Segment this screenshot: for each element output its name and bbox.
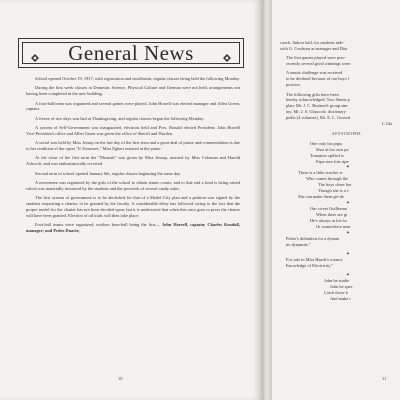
text-line: practice. <box>286 82 301 88</box>
poem-line: Or somewhere near <box>316 223 351 229</box>
right-page <box>272 0 400 400</box>
text-line: L.Gla <box>382 121 393 127</box>
page-number-left: 10 <box>118 376 123 381</box>
paragraph <box>280 40 400 52</box>
text-line: The following gifts have been <box>286 91 339 97</box>
paragraph <box>280 257 400 269</box>
paragraph: School opened October 19, 1917, with registration and enrollment, regular classes being held the following Monday. <box>35 76 240 81</box>
paragraph: A social was held by Miss Jessup on the last day of the first term and a great deal of praise and commendation is due to her rendition of the opera "It Treasures." Miss Egbert assisted at the piano. <box>26 140 240 152</box>
text-line: For sale in Miss Haack's roomw <box>286 256 343 262</box>
poem-line: When there are gi <box>316 211 348 217</box>
star-divider-icon: ✦ <box>346 164 350 170</box>
text-line: ary, Mr. J. S. Glascock: dictionary <box>286 109 346 115</box>
book-gutter <box>262 0 272 400</box>
poem-line: The boys cheer her <box>318 182 352 188</box>
poem-line: Shot at his own pa <box>316 146 349 152</box>
text-line: Pedro's definition for a dynam <box>286 235 340 241</box>
paragraph <box>280 55 400 67</box>
right-text-column <box>280 40 400 302</box>
paragraph: During the first week classes in Domestic Science, Physical Culture and German were not held, arrangements not having been completed in the new building. <box>26 85 240 97</box>
fleuron-left-icon <box>30 53 40 63</box>
poem-line: Our sweet Guillermo <box>310 206 348 212</box>
poem-line: Who comes through the <box>306 176 349 182</box>
poem-line: Though she is a v <box>318 188 349 194</box>
paragraph-bold-text: John Horrell, captain; Charles Kendall, manager; and Pedro Duarte, <box>26 222 241 234</box>
paragraph: A movement was organized by the girls of the school to obtain tennis courts, and to that end a fund is being raised which was materially increased by the students and the proceeds of several candy sales. <box>26 179 240 191</box>
star-divider-icon: ✦ <box>346 272 350 278</box>
paragraph: The first system of government is to be abolished for that of a Model City plan and a petition was signed by the students requesting a charter, to be granted by the faculty. A considerable delay has followed owing to the fact that the proper model for the charter has not been decided upon, but it is understood that when this once goes to press the charter will have been granted. Election of officials will then take place. <box>26 195 240 218</box>
poem-line: She can make them get de <box>298 194 344 200</box>
paragraph: A system of Self-Government was inaugurated, elections held and Pres. Ronald elected President; John Horrell Vice-President's office and Allen Green was given the office of Sheriff and Warden. <box>26 125 240 136</box>
text-line: A tennis challenge was received <box>286 70 343 76</box>
text-line: recently several good winnings were <box>286 61 351 67</box>
paragraph: Second term of school opened January 6th, regular classes beginning the same day. <box>35 170 182 176</box>
masthead-inner-frame <box>22 42 240 64</box>
text-line: no dynamite." <box>286 241 311 247</box>
paragraph-text: Foot-ball teams were organized; outdoor base-ball being the first— <box>35 222 161 228</box>
paragraph: At the close of the first term the "Messiah" was given by Miss Jessup, assisted by Miss Coleman and Harold Ashcroft, and was enthusiastically received. <box>26 155 240 167</box>
poem-line: Papa now hits ripe <box>316 158 349 164</box>
text-line: with G. Coulston as manager and Dita <box>280 45 348 51</box>
poem-line: One only his papa <box>310 140 342 146</box>
left-text-column <box>26 76 240 237</box>
page-number-right: 11 <box>382 376 387 381</box>
poem-stanza <box>280 206 400 230</box>
text-line: coach. Indoor ball, for students indi- <box>280 40 345 45</box>
poem-heading: APOSTROPHE <box>332 131 362 136</box>
page-title: General News <box>68 40 194 65</box>
poem-stanza <box>280 141 400 165</box>
poem-stanza <box>280 278 400 302</box>
fleuron-right-icon <box>222 53 232 63</box>
poem-stanza <box>280 170 400 200</box>
paragraph <box>26 222 240 234</box>
text-line: to be declined because of our boys l <box>286 76 350 82</box>
star-divider-icon: ✦ <box>346 250 350 256</box>
paragraph: A freeze of two days was had at Thanksgiving, and regular classes began the following Monday. <box>35 115 205 121</box>
poem-line: And make t <box>330 295 351 301</box>
poem-line: Tomatoes spilled w <box>310 152 345 158</box>
text-line: pedia (4 volumes), Mr. E. L. Gossett <box>286 115 351 121</box>
paragraph <box>280 70 400 88</box>
poem-line: John he spea <box>330 283 353 289</box>
text-line: Knowledge of Electricity." <box>286 262 333 268</box>
star-divider-icon: ✦ <box>346 200 350 206</box>
poem-line: John he studie <box>324 278 350 284</box>
poem-line: He's always at his bo <box>310 217 347 223</box>
star-divider-icon: ✦ <box>346 229 350 235</box>
paragraph: A foot-ball team was organized and several games were played. John Horrell was elected manager and Allen Green, captain. <box>26 100 240 112</box>
poem-line: Catch those b <box>324 289 348 295</box>
masthead-frame <box>18 38 244 68</box>
poem-line: There is a little teacher w <box>298 170 343 176</box>
text-line: The first games played were prac- <box>286 55 346 61</box>
paragraph <box>280 92 400 127</box>
text-line: plan; Mr. J. C. Brainerd; group sim <box>286 103 348 109</box>
text-line: hereby acknowledged: Two Sinnis p <box>286 97 350 103</box>
paragraph <box>280 236 400 248</box>
